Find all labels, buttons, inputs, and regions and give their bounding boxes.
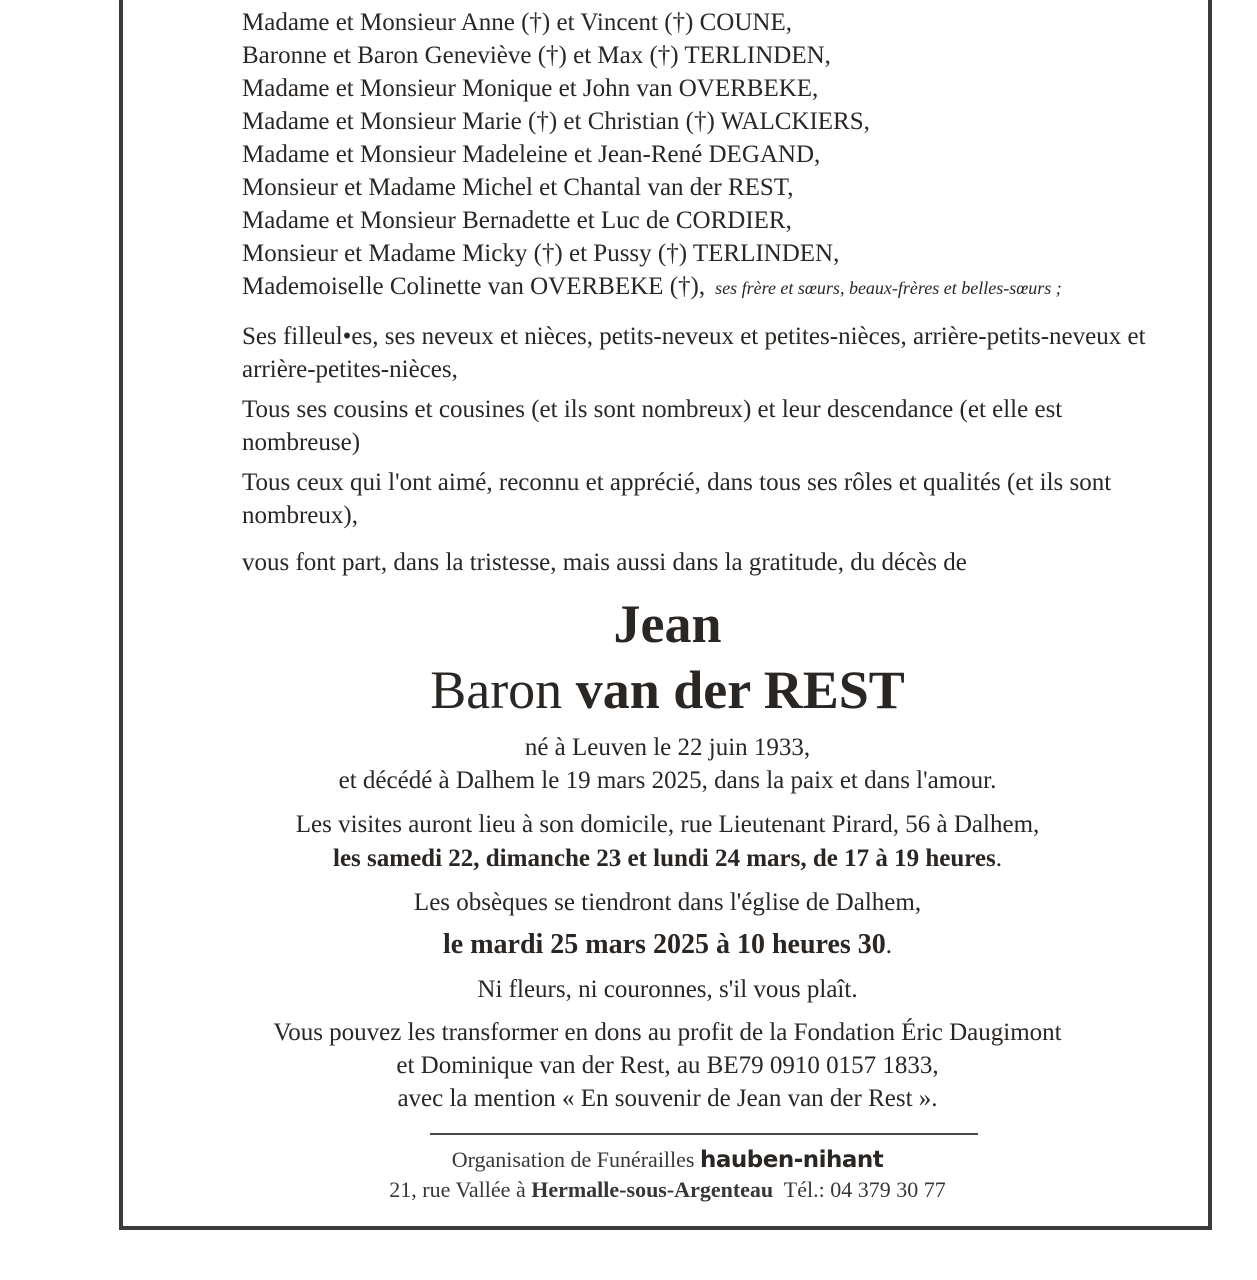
cousins-paragraph: Tous ses cousins et cousines (et ils sont nombreux) et leur descendance (et elle est nombreuse) bbox=[242, 396, 1063, 456]
organizer-logo: hauben-nihant bbox=[699, 1147, 884, 1173]
funeral-intro: Les obsèques se tiendront dans l'église de Dalhem, bbox=[413, 889, 922, 916]
deceased-surname: van der REST bbox=[575, 660, 905, 720]
family-list bbox=[242, 6, 1182, 305]
address-prefix: 21, rue Vallée à bbox=[389, 1177, 526, 1202]
funeral-organizer bbox=[125, 1145, 1210, 1175]
flowers-line: Ni fleurs, ni couronnes, s'il vous plaît. bbox=[477, 976, 858, 1003]
friends-paragraph: Tous ceux qui l'ont aimé, reconnu et apprécié, dans tous ses rôles et qualités (et ils sont nombreux), bbox=[242, 469, 1112, 529]
footer-divider bbox=[430, 1133, 978, 1135]
family-line-last bbox=[242, 270, 1182, 305]
organizer-address bbox=[125, 1175, 1210, 1205]
visits-dates-line bbox=[125, 842, 1210, 875]
donation-line: Vous pouvez les transformer en dons au profit de la Fondation Éric Daugimont bbox=[273, 1019, 1062, 1046]
family-line: Madame et Monsieur Madeleine et Jean-René DEGAND, bbox=[242, 141, 821, 168]
family-line: Madame et Monsieur Marie (†) et Christian (†) WALCKIERS, bbox=[242, 108, 870, 135]
family-line: Madame et Monsieur Bernadette et Luc de CORDIER, bbox=[242, 207, 792, 234]
visits-dates: les samedi 22, dimanche 23 et lundi 24 mars, de 17 à 19 heures bbox=[333, 845, 996, 872]
family-line: Monsieur et Madame Micky (†) et Pussy (†) TERLINDEN, bbox=[242, 240, 840, 267]
deceased-title: Baron bbox=[430, 660, 563, 720]
announcement-paragraph: vous font part, dans la tristesse, mais aussi dans la gratitude, du décès de bbox=[242, 549, 967, 576]
family-line: Madame et Monsieur Monique et John van OVERBEKE, bbox=[242, 75, 819, 102]
godchildren-paragraph: Ses filleul•es, ses neveux et nièces, petits-neveux et petites-nièces, arrière-petits-neveux et arrière-petites-nièces, bbox=[242, 323, 1146, 383]
birth-line: né à Leuven le 22 juin 1933, bbox=[524, 734, 811, 761]
family-line: Baronne et Baron Geneviève (†) et Max (†) TERLINDEN, bbox=[242, 42, 831, 69]
family-role: ses frère et sœurs, beaux-frères et belles-sœurs ; bbox=[715, 278, 1062, 298]
family-line: Monsieur et Madame Michel et Chantal van der REST, bbox=[242, 174, 794, 201]
organizer-label: Organisation de Funérailles bbox=[451, 1147, 695, 1172]
family-line-text: Mademoiselle Colinette van OVERBEKE (†), bbox=[242, 273, 706, 300]
visits-intro: Les visites auront lieu à son domicile, rue Lieutenant Pirard, 56 à Dalhem, bbox=[295, 811, 1040, 838]
deceased-first-name: Jean bbox=[613, 594, 722, 654]
deceased-full-name bbox=[125, 658, 1210, 722]
family-line: Madame et Monsieur Anne (†) et Vincent (†) COUNE, bbox=[242, 9, 792, 36]
funeral-date: le mardi 25 mars 2025 à 10 heures 30 bbox=[442, 929, 886, 960]
address-town: Hermalle-sous-Argenteau bbox=[531, 1177, 774, 1202]
death-line: et décédé à Dalhem le 19 mars 2025, dans la paix et dans l'amour. bbox=[338, 767, 997, 794]
funeral-date-line bbox=[125, 928, 1210, 962]
organizer-phone: Tél.: 04 379 30 77 bbox=[783, 1177, 946, 1202]
funeral-end: . bbox=[885, 932, 893, 959]
donation-line: et Dominique van der Rest, au BE79 0910 0157 1833, bbox=[396, 1052, 939, 1079]
visits-end: . bbox=[995, 845, 1002, 872]
donation-line: avec la mention « En souvenir de Jean van der Rest ». bbox=[397, 1085, 938, 1112]
